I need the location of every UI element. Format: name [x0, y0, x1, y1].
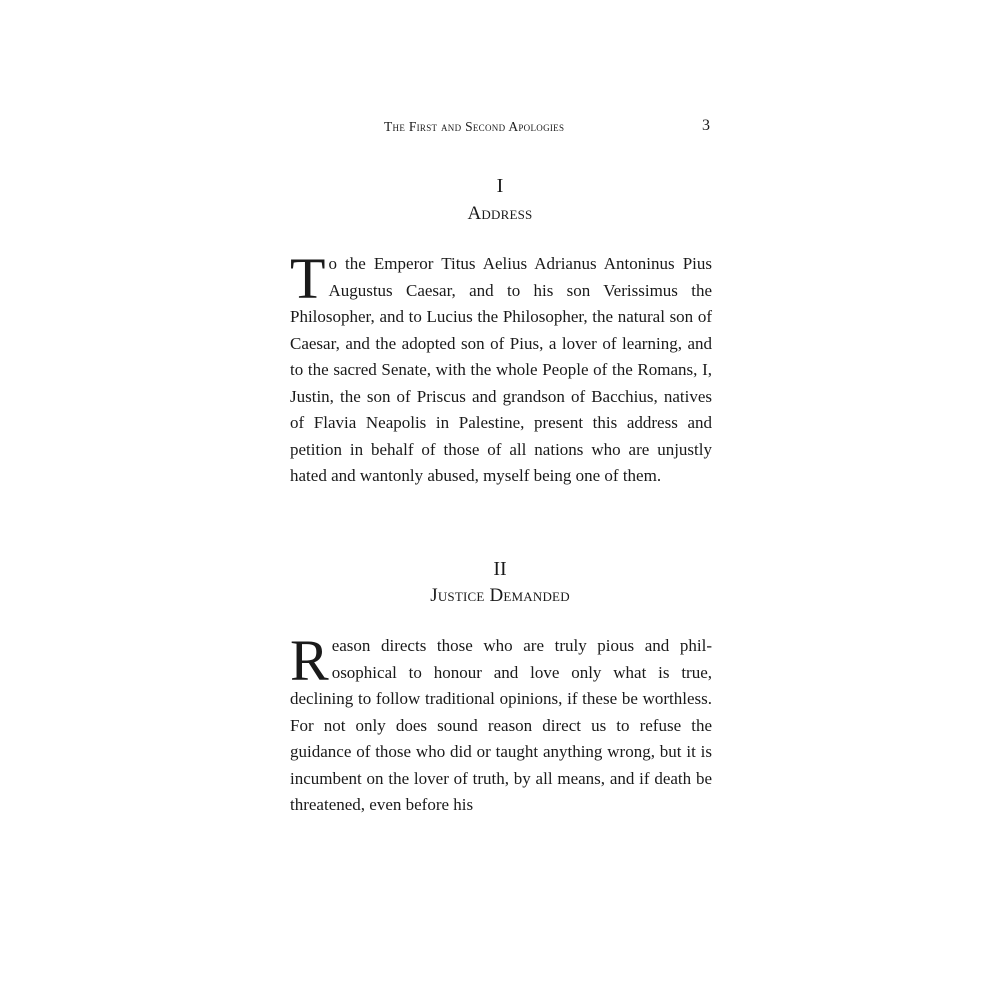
drop-cap: R [290, 628, 329, 693]
paragraph-text: eason directs those who are truly pious and philosophical to honour and love only what is true, declining to follow traditional opinions, if these be worthless. For not only does sound reason direct us to refuse the guidance of those who did or taught anything wrong, but it is incumbent on the lover of truth, by all means, and if death be threatened, even before his [290, 636, 712, 814]
running-head [290, 119, 710, 139]
chapter-number: I [496, 175, 504, 197]
chapter-title: Justice Demanded [430, 585, 570, 606]
running-title: The First and Second Apologies [384, 119, 565, 134]
drop-cap: T [290, 246, 326, 311]
book-page [290, 0, 710, 1000]
chapter-paragraph [290, 628, 712, 819]
chapter-title: Address [467, 203, 533, 224]
chapter-number: II [493, 558, 507, 580]
paragraph-text: o the Emperor Titus Aelius Adrianus Antoninus Pius Augustus Caesar, and to his son Verissimus the Philosopher, and to Lucius the Philosopher, the natural son of Caesar, and the adopted son of Pius, a lover of learning, and to the sacred Senate, with the whole People of the Romans, I, Justin, the son of Priscus and grandson of Bacchius, natives of Flavia Neapolis in Palestine, present this address and petition in behalf of those of all nations who are unjustly hated and wantonly abused, myself being one of them. [290, 254, 712, 485]
chapter-paragraph [290, 246, 712, 490]
page-number: 3 [702, 117, 710, 134]
